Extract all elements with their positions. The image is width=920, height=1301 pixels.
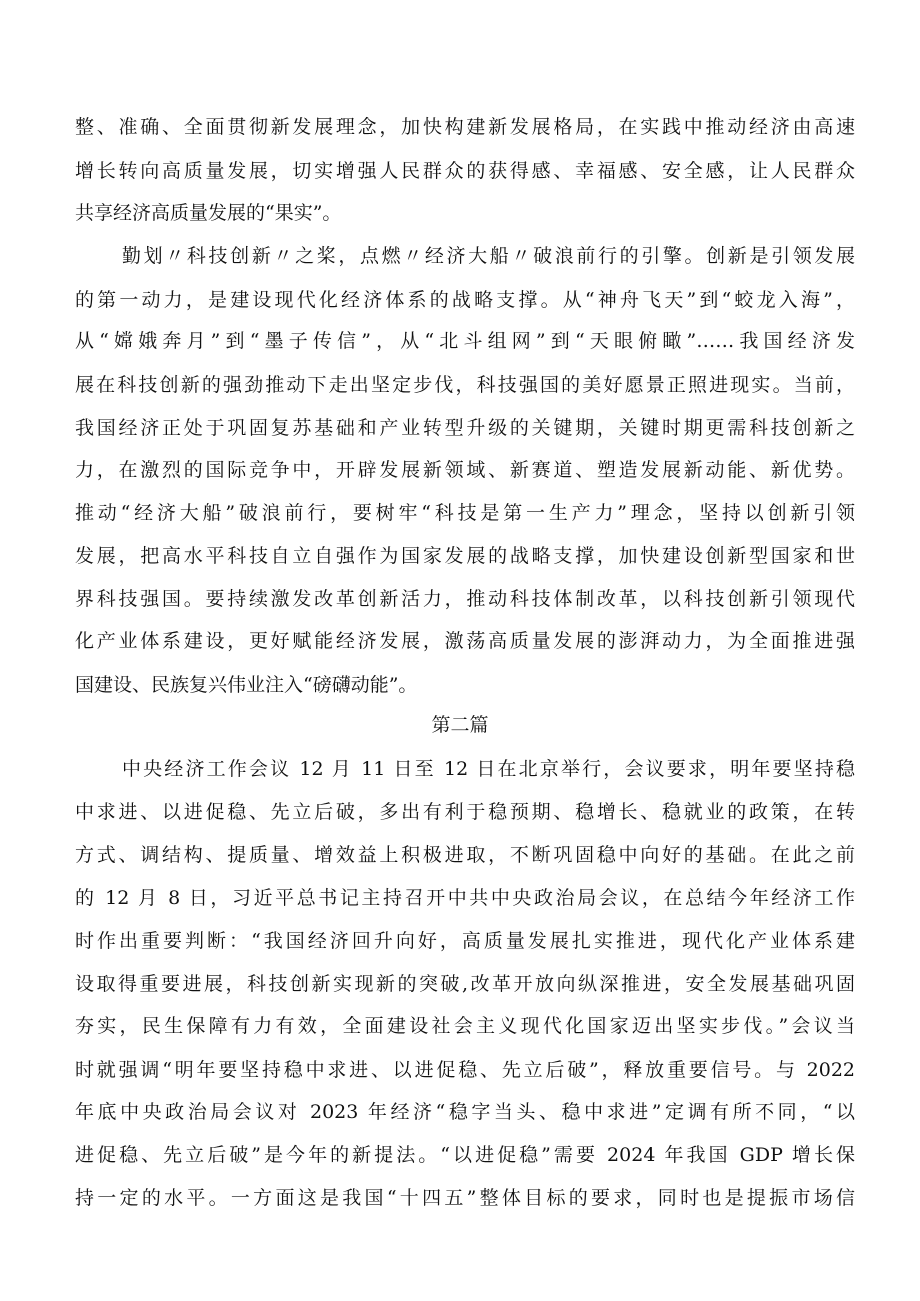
paragraph-line: 勤划〃科技创新〃之桨，点燃〃经济大船〃破浪前行的引擎。创新是引领发展 xyxy=(122,245,855,267)
paragraph-line: 中央经济工作会议 12 月 11 日至 12 日在北京举行，会议要求，明年要坚持稳 xyxy=(122,758,855,780)
paragraph-line: 推动“经济大船”破浪前行，要树牢“科技是第一生产力”理念，坚持以创新引领 xyxy=(75,502,855,524)
paragraph-line: 增长转向高质量发展，切实增强人民群众的获得感、幸福感、安全感，让人民群众 xyxy=(75,160,855,182)
paragraph-line: 进促稳、先立后破”是今年的新提法。“以进促稳”需要 2024 年我国 GDP 增长保 xyxy=(75,1144,855,1166)
paragraph-line: 展在科技创新的强劲推动下走出坚定步伐，科技强国的美好愿景正照进现实。当前， xyxy=(75,374,855,396)
paragraph-line: 夯实，民生保障有力有效，全面建设社会主义现代化国家迈出坚实步伐。”会议当 xyxy=(75,1015,855,1037)
paragraph-line: 我国经济正处于巩固复苏基础和产业转型升级的关键期，关键时期更需科技创新之 xyxy=(75,417,855,439)
paragraph-line: 力，在激烈的国际竞争中，开辟发展新领域、新赛道、塑造发展新动能、新优势。 xyxy=(75,459,855,481)
section-heading: 第二篇 xyxy=(431,714,489,736)
paragraph-line: 界科技强国。要持续激发改革创新活力，推动科技体制改革，以科技创新引领现代 xyxy=(75,588,855,610)
paragraph-line: 年底中央政治局会议对 2023 年经济“稳字当头、稳中求进”定调有所不同，“以 xyxy=(75,1101,855,1123)
paragraph-line: 持一定的水平。一方面这是我国“十四五”整体目标的要求，同时也是提振市场信 xyxy=(75,1187,855,1209)
paragraph-line: 的 12 月 8 日，习近平总书记主持召开中共中央政治局会议，在总结今年经济工作 xyxy=(75,887,855,909)
paragraph-line: 设取得重要进展，科技创新实现新的突破,改革开放向纵深推进，安全发展基础巩固 xyxy=(75,973,855,995)
paragraph-line: 共享经济高质量发展的“果实”。 xyxy=(75,202,342,224)
paragraph-line: 化产业体系建设，更好赋能经济发展，激荡高质量发展的澎湃动力，为全面推进强 xyxy=(75,630,855,652)
paragraph-line: 的第一动力，是建设现代化经济体系的战略支撑。从“神舟飞天”到“蛟龙入海”， xyxy=(75,289,855,311)
paragraph-line: 时作出重要判断：“我国经济回升向好，高质量发展扎实推进，现代化产业体系建 xyxy=(75,930,855,952)
paragraph-line: 国建设、民族复兴伟业注入“磅礴动能”。 xyxy=(75,674,418,696)
paragraph-line: 中求进、以进促稳、先立后破，多出有利于稳预期、稳增长、稳就业的政策，在转 xyxy=(75,801,855,823)
paragraph-line: 发展，把高水平科技自立自强作为国家发展的战略支撑，加快建设创新型国家和世 xyxy=(75,545,855,567)
paragraph-line: 时就强调“明年要坚持稳中求进、以进促稳、先立后破”，释放重要信号。与 2022 xyxy=(75,1059,855,1081)
paragraph-line: 从“嫦娥奔月”到“墨子传信”，从“北斗组网”到“天眼俯瞰”……我国经济发 xyxy=(75,330,855,352)
paragraph-line: 整、准确、全面贯彻新发展理念，加快构建新发展格局，在实践中推动经济由高速 xyxy=(75,116,855,138)
paragraph-line: 方式、调结构、提质量、增效益上积极进取，不断巩固稳中向好的基础。在此之前 xyxy=(75,844,855,866)
